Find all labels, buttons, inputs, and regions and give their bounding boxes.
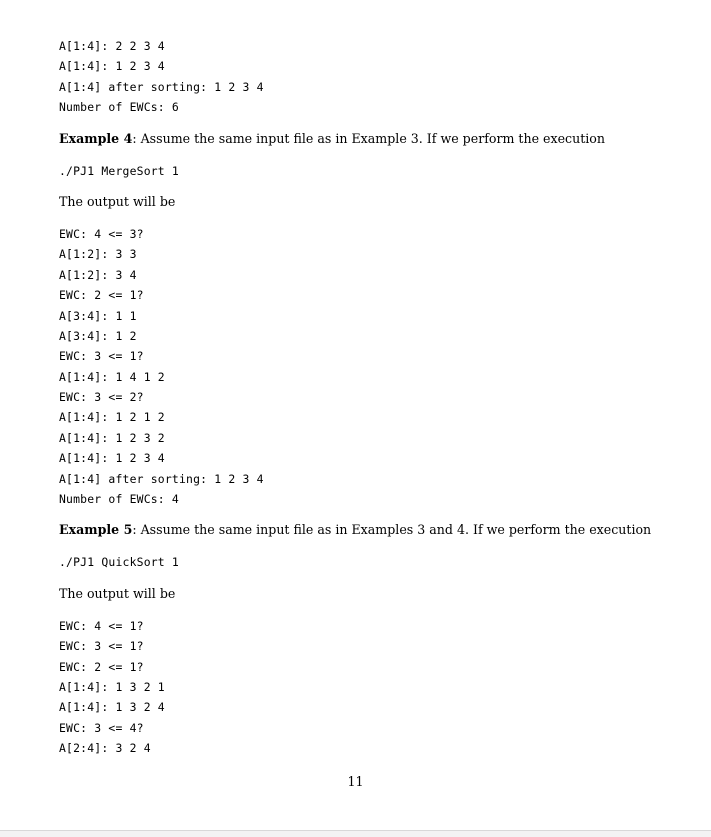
example-4-paragraph [59, 129, 659, 149]
page-content [59, 36, 659, 759]
code-line: EWC: 3 <= 4? [59, 720, 144, 735]
code-block-example-4 [59, 224, 659, 509]
example-4-command: ./PJ1 MergeSort 1 [59, 163, 179, 178]
code-line: EWC: 2 <= 1? [59, 288, 144, 303]
code-line: A[1:2]: 3 3 [59, 247, 137, 262]
code-line: Number of EWCs: 6 [59, 100, 179, 115]
code-line: EWC: 4 <= 3? [59, 226, 144, 241]
page-number: 11 [347, 774, 364, 789]
example-4-label: Example 4 [59, 130, 133, 146]
code-line: A[1:4]: 1 3 2 4 [59, 700, 165, 715]
code-line: EWC: 3 <= 1? [59, 349, 144, 364]
example-5-paragraph [59, 520, 659, 540]
code-line: A[1:4]: 1 2 1 2 [59, 410, 165, 425]
code-block-top [59, 36, 659, 118]
code-line: A[1:4]: 1 2 3 4 [59, 451, 165, 466]
example-5-text: : Assume the same input file as in Examples 3 and 4. If we perform the execution [132, 522, 652, 538]
example-4-text: : Assume the same input file as in Example 3. If we perform the execution [132, 130, 606, 146]
code-line: Number of EWCs: 4 [59, 492, 179, 507]
code-line: A[1:4]: 1 2 3 2 [59, 430, 165, 445]
code-line: A[3:4]: 1 1 [59, 308, 137, 323]
code-line: A[3:4]: 1 2 [59, 328, 137, 343]
code-line: A[1:4]: 1 3 2 1 [59, 679, 165, 694]
code-line: A[1:4] after sorting: 1 2 3 4 [59, 471, 264, 486]
code-block-example-5 [59, 616, 659, 759]
code-line: A[1:4]: 2 2 3 4 [59, 39, 165, 53]
example-5-label: Example 5 [59, 522, 133, 538]
code-line: EWC: 3 <= 2? [59, 390, 144, 405]
code-line: A[1:4]: 1 2 3 4 [59, 59, 165, 74]
code-line: EWC: 2 <= 1? [59, 659, 144, 674]
code-line: A[1:4]: 1 4 1 2 [59, 369, 165, 384]
example-5-output-intro: The output will be [59, 585, 176, 601]
code-line: EWC: 4 <= 1? [59, 618, 144, 633]
example-5-command: ./PJ1 QuickSort 1 [59, 555, 179, 570]
example-4-output-intro: The output will be [59, 193, 176, 209]
code-line: A[1:2]: 3 4 [59, 267, 137, 282]
code-line: A[2:4]: 3 2 4 [59, 741, 151, 756]
code-line: EWC: 3 <= 1? [59, 639, 144, 654]
code-line: A[1:4] after sorting: 1 2 3 4 [59, 79, 264, 94]
